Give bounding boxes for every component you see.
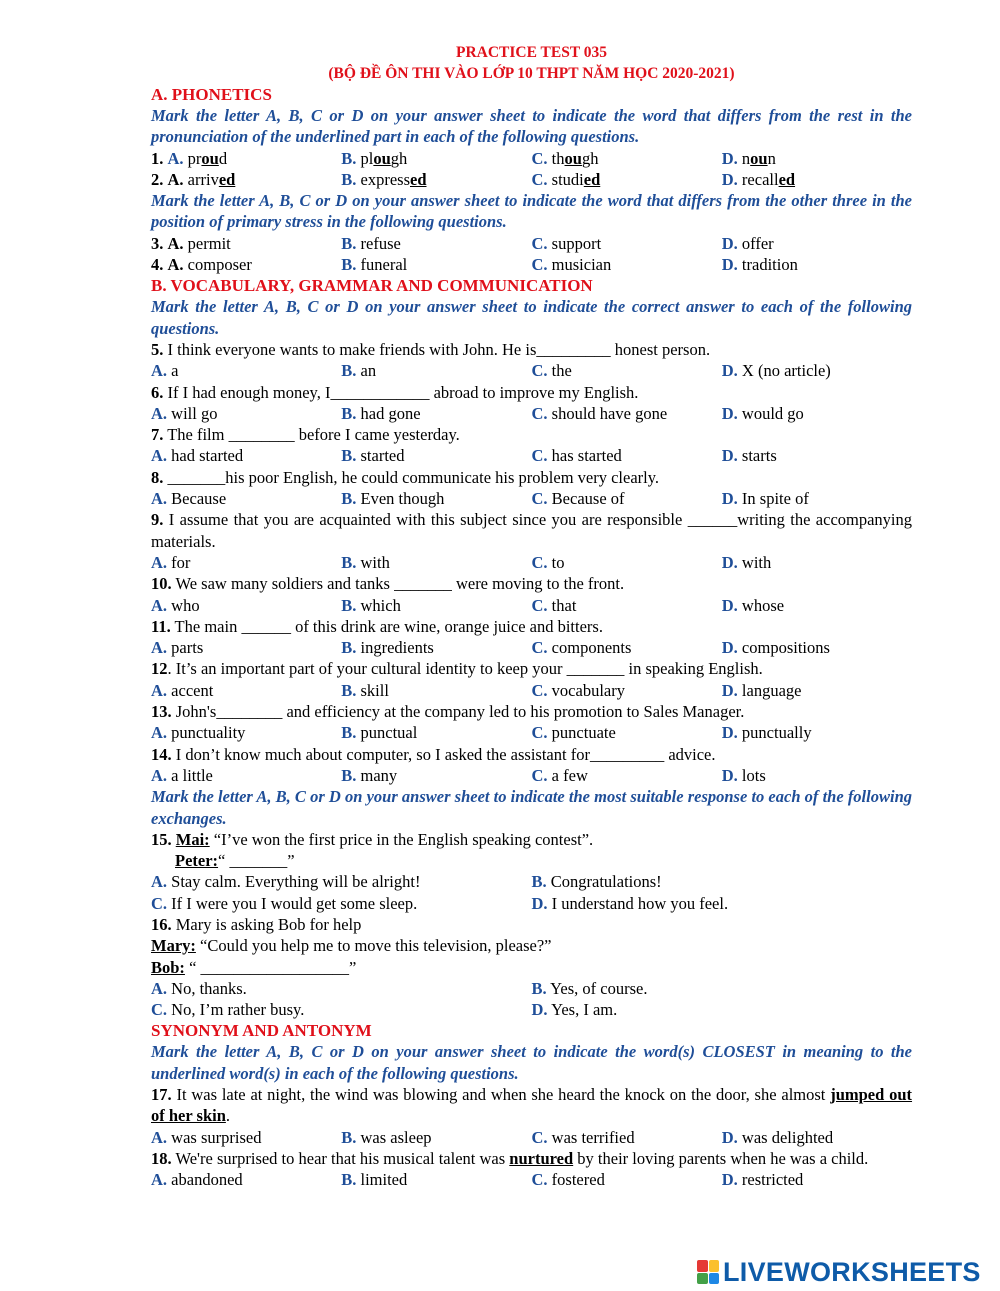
worksheet-page [151, 42, 912, 1191]
q16-line-2: Bob: “ __________________” [151, 957, 357, 977]
q5-stem: 5. I think everyone wants to make friends with John. He is_________ honest person. [151, 339, 711, 359]
q9-option-b[interactable]: B. with [341, 552, 390, 572]
q6-option-a[interactable]: A. will go [151, 403, 218, 423]
section-b-title: B. VOCABULARY, GRAMMAR AND COMMUNICATION [151, 276, 593, 296]
logo-text: LIVEWORKSHEETS [723, 1257, 981, 1287]
q5-option-c[interactable]: C. the [531, 361, 572, 381]
q11-option-a[interactable]: A. parts [151, 638, 204, 658]
q14-stem: 14. I don’t know much about computer, so I asked the assistant for_________ advice. [151, 744, 716, 764]
q16-option-c[interactable]: C. No, I’m rather busy. [151, 1000, 305, 1020]
q13-option-d[interactable]: D. punctually [721, 723, 812, 743]
q11-stem: 11. The main ______ of this drink are wine, orange juice and bitters. [151, 616, 603, 636]
q15-option-a[interactable]: A. Stay calm. Everything will be alright! [151, 872, 421, 892]
q5-option-d[interactable]: D. X (no article) [721, 361, 831, 381]
question-4 [151, 254, 912, 275]
q16-option-a[interactable]: A. No, thanks. [151, 978, 247, 998]
q15-options-row-1 [151, 871, 912, 892]
q3-option-a[interactable]: 3. A. permit [151, 233, 231, 253]
q18-option-c[interactable]: C. fostered [531, 1170, 605, 1190]
q6-option-d[interactable]: D. would go [721, 403, 804, 423]
q9-options [151, 552, 912, 573]
q7-option-b[interactable]: B. started [341, 446, 405, 466]
section-b-instruction-2: Mark the letter A, B, C or D on your answer sheet to indicate the most suitable response to each of the following exchanges. [151, 787, 912, 828]
q2-option-b[interactable]: B. expressed [341, 169, 427, 189]
q3-option-d[interactable]: D. offer [721, 233, 774, 253]
q6-stem: 6. If I had enough money, I____________ abroad to improve my English. [151, 382, 639, 402]
q15-option-c[interactable]: C. If I were you I would get some sleep. [151, 893, 418, 913]
q16-option-d[interactable]: D. Yes, I am. [531, 1000, 618, 1020]
q17-option-d[interactable]: D. was delighted [721, 1127, 834, 1147]
q12-option-d[interactable]: D. language [721, 680, 802, 700]
q18-options [151, 1169, 912, 1190]
q9-option-a[interactable]: A. for [151, 552, 191, 572]
q8-stem: 8. _______his poor English, he could communicate his problem very clearly. [151, 467, 660, 487]
q10-option-c[interactable]: C. that [531, 595, 577, 615]
q9-stem: 9. I assume that you are acquainted with this subject since you are responsible ______writing the accompanying materials. [151, 510, 913, 551]
liveworksheets-logo-icon [697, 1260, 719, 1284]
q4-option-c[interactable]: C. musician [531, 255, 612, 275]
q2-option-c[interactable]: C. studied [531, 169, 601, 189]
question-1 [151, 148, 912, 169]
q17-options [151, 1127, 912, 1148]
q15-option-b[interactable]: B. Congratulations! [531, 872, 662, 892]
q12-options [151, 680, 912, 701]
section-b-instruction-1: Mark the letter A, B, C or D on your answer sheet to indicate the correct answer to each of the following questions. [151, 297, 912, 338]
q9-option-c[interactable]: C. to [531, 552, 565, 572]
page-title: PRACTICE TEST 035 [455, 44, 608, 61]
q14-option-d[interactable]: D. lots [721, 765, 766, 785]
q8-options [151, 488, 912, 509]
logo-square-3 [697, 1273, 708, 1285]
q11-option-c[interactable]: C. components [531, 638, 632, 658]
q17-option-c[interactable]: C. was terrified [531, 1127, 635, 1147]
q4-option-b[interactable]: B. funeral [341, 255, 408, 275]
q4-option-d[interactable]: D. tradition [721, 255, 798, 275]
q18-option-a[interactable]: A. abandoned [151, 1170, 243, 1190]
q17-option-b[interactable]: B. was asleep [341, 1127, 432, 1147]
q5-option-a[interactable]: A. a [151, 361, 179, 381]
q15-options-row-2 [151, 893, 912, 914]
section-a-title: A. PHONETICS [151, 85, 272, 104]
section-a-instruction-1: Mark the letter A, B, C or D on your answer sheet to indicate the word that differs from the rest in the pronunciation of the underlined part in each of the following questions. [151, 106, 912, 147]
page-subtitle: (BỘ ĐỀ ÔN THI VÀO LỚP 10 THPT NĂM HỌC 2020-2021) [328, 65, 735, 82]
logo-square-4 [709, 1273, 720, 1285]
q10-option-b[interactable]: B. which [341, 595, 401, 615]
q12-option-b[interactable]: B. skill [341, 680, 389, 700]
q13-option-c[interactable]: C. punctuate [531, 723, 616, 743]
q6-option-c[interactable]: C. should have gone [531, 403, 668, 423]
q8-option-a[interactable]: A. Because [151, 489, 227, 509]
q12-option-c[interactable]: C. vocabulary [531, 680, 625, 700]
q2-option-a[interactable]: 2. A. arrived [151, 169, 236, 189]
q11-options [151, 637, 912, 658]
q8-option-c[interactable]: C. Because of [531, 489, 625, 509]
question-2 [151, 169, 912, 190]
q15-option-d[interactable]: D. I understand how you feel. [531, 893, 729, 913]
q15-line-2: Peter:“ _______” [175, 851, 295, 871]
q13-options [151, 722, 912, 743]
q7-option-d[interactable]: D. starts [721, 446, 777, 466]
section-c-title: SYNONYM AND ANTONYM [151, 1021, 372, 1041]
q16-options-row-2 [151, 999, 912, 1020]
liveworksheets-logo [697, 1258, 981, 1286]
question-3 [151, 233, 912, 254]
q15-line-1: 15. Mai: “I’ve won the first price in the English speaking contest”. [151, 829, 594, 849]
q7-stem: 7. The film ________ before I came yesterday. [151, 425, 460, 445]
q18-stem: 18. We're surprised to hear that his musical talent was nurtured by their loving parents when he was a child. [151, 1148, 869, 1168]
q18-option-d[interactable]: D. restricted [721, 1170, 804, 1190]
q6-options [151, 403, 912, 424]
q18-option-b[interactable]: B. limited [341, 1170, 408, 1190]
q10-option-a[interactable]: A. who [151, 595, 200, 615]
q14-option-a[interactable]: A. a little [151, 765, 213, 785]
logo-square-1 [697, 1260, 708, 1272]
q12-stem: 12. It’s an important part of your cultural identity to keep your _______ in speaking English. [151, 659, 763, 679]
q14-options [151, 765, 912, 786]
q17-stem: 17. It was late at night, the wind was blowing and when she heard the knock on the door, she almost jumped out of her skin. [151, 1085, 913, 1126]
q16-stem: 16. Mary is asking Bob for help [151, 914, 362, 934]
q11-option-d[interactable]: D. compositions [721, 638, 830, 658]
q16-line-1: Mary: “Could you help me to move this television, please?” [151, 936, 552, 956]
q1-option-d[interactable]: D. noun [721, 148, 776, 168]
section-a-instruction-2: Mark the letter A, B, C or D on your answer sheet to indicate the word that differs from the other three in the position of primary stress in the following questions. [151, 191, 912, 232]
q13-option-a[interactable]: A. punctuality [151, 723, 246, 743]
q17-option-a[interactable]: A. was surprised [151, 1127, 262, 1147]
q1-option-a[interactable]: 1. A. proud [151, 148, 228, 168]
q7-option-a[interactable]: A. had started [151, 446, 244, 466]
q13-stem: 13. John's________ and efficiency at the company led to his promotion to Sales Manager. [151, 702, 745, 722]
q8-option-d[interactable]: D. In spite of [721, 489, 809, 509]
q16-option-b[interactable]: B. Yes, of course. [531, 978, 648, 998]
q8-option-b[interactable]: B. Even though [341, 489, 445, 509]
q11-option-b[interactable]: B. ingredients [341, 638, 434, 658]
q13-option-b[interactable]: B. punctual [341, 723, 418, 743]
q12-option-a[interactable]: A. accent [151, 680, 214, 700]
q10-option-d[interactable]: D. whose [721, 595, 785, 615]
q10-stem: 10. We saw many soldiers and tanks _______ were moving to the front. [151, 574, 625, 594]
q4-option-a[interactable]: 4. A. composer [151, 255, 252, 275]
q7-option-c[interactable]: C. has started [531, 446, 622, 466]
q14-option-c[interactable]: C. a few [531, 765, 588, 785]
q6-option-b[interactable]: B. had gone [341, 403, 421, 423]
q14-option-b[interactable]: B. many [341, 765, 398, 785]
q3-option-b[interactable]: B. refuse [341, 233, 401, 253]
logo-square-2 [709, 1260, 720, 1272]
q10-options [151, 595, 912, 616]
section-c-instruction-1: Mark the letter A, B, C or D on your answer sheet to indicate the word(s) CLOSEST in meaning to the underlined word(s) in each of the following questions. [151, 1042, 912, 1083]
q5-options [151, 360, 912, 381]
q5-option-b[interactable]: B. an [341, 361, 377, 381]
q16-options-row-1 [151, 978, 912, 999]
q7-options [151, 445, 912, 466]
q1-option-b[interactable]: B. plough [341, 148, 408, 168]
q9-option-d[interactable]: D. with [721, 552, 772, 572]
q2-option-d[interactable]: D. recalled [721, 169, 796, 189]
q1-option-c[interactable]: C. though [531, 148, 599, 168]
q3-option-c[interactable]: C. support [531, 233, 602, 253]
